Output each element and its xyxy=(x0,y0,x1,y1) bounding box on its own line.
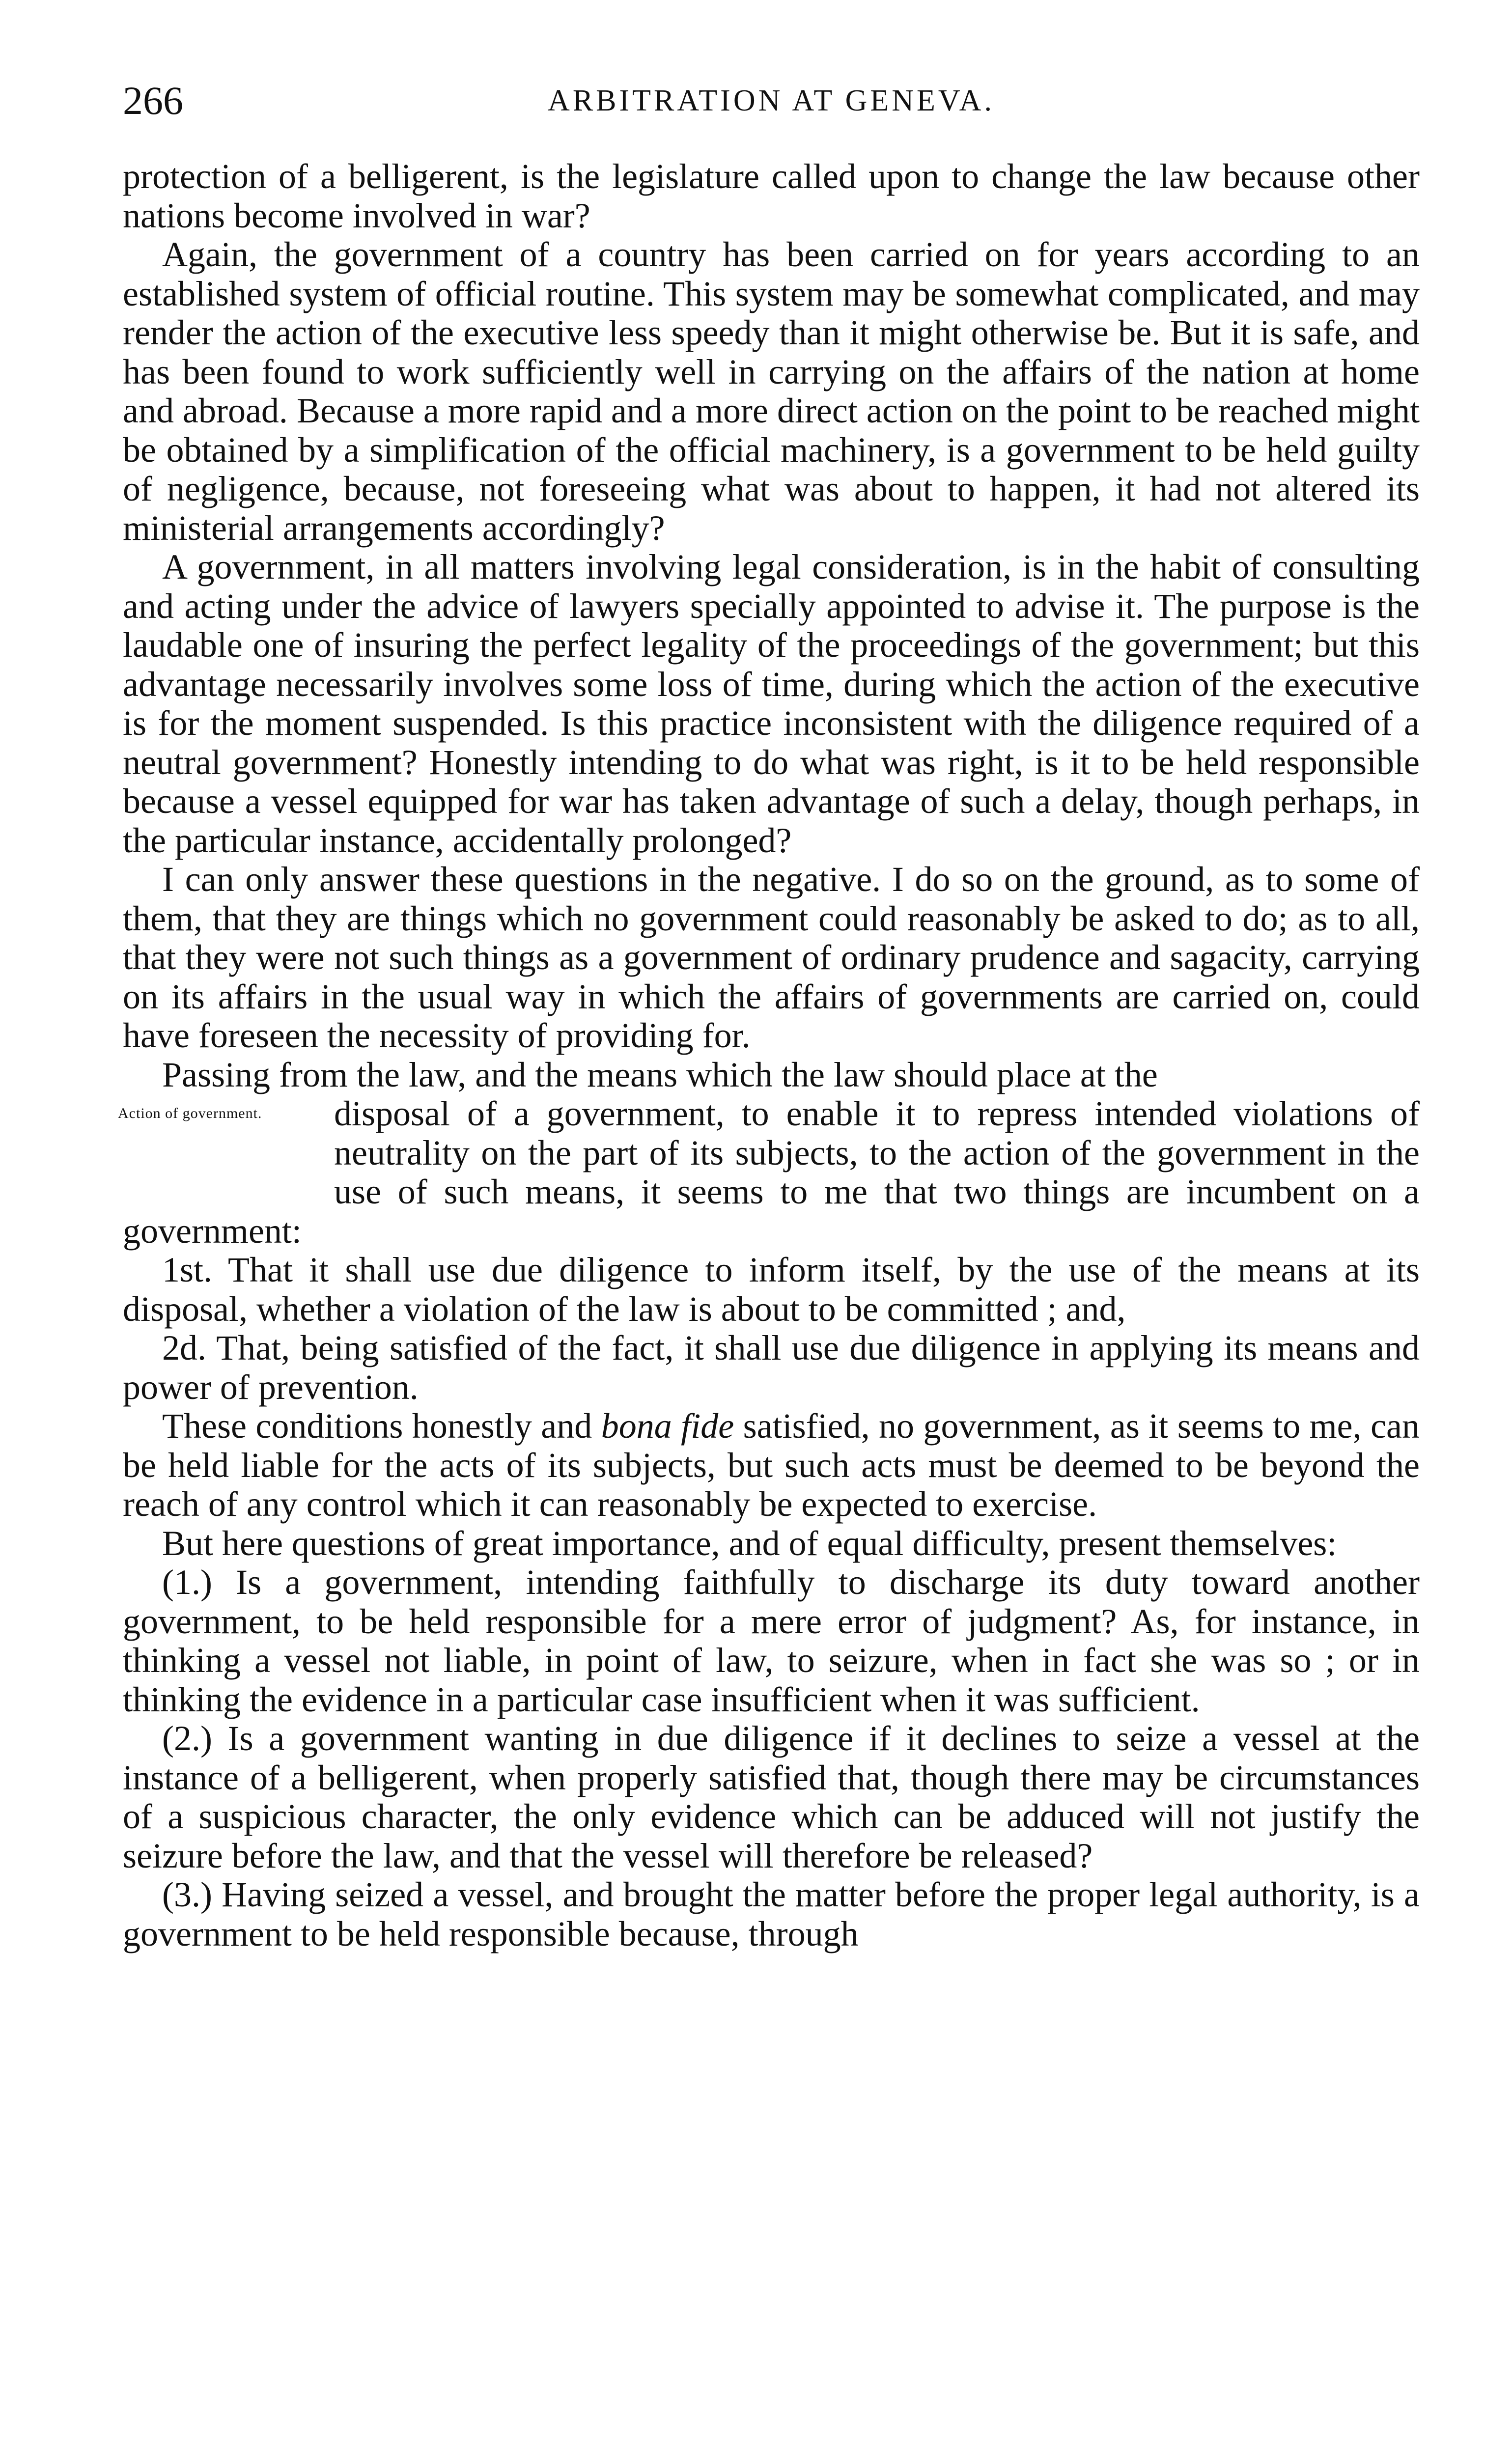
paragraph-8-after: satisfied, no government, as it seems to me, can be held liable for the acts of its subjects, but such acts must be deemed to be beyond the reach of any control which it can reasonably be expected to exercise. xyxy=(123,1406,1420,1524)
paragraph-4: I can only answer these questions in the negative. I do so on the ground, as to some of them, that they are things which no government could reasonably be asked to do; as to all, that they were not such things as a government of ordinary prudence and sagacity, carrying on its affairs in the usual way in which the affairs of governments are carried on, could have foreseen the necessity of providing for. xyxy=(123,860,1420,1055)
margin-note: Action of government. xyxy=(118,1105,262,1121)
running-title: ARBITRATION AT GENEVA. xyxy=(548,84,995,117)
paragraph-1: protection of a belligerent, is the legislature called upon to change the law because other nations become involved in war? xyxy=(123,157,1420,235)
paragraph-12: (3.) Having seized a vessel, and brought the matter before the proper legal authority, is a government to be held responsible because, through xyxy=(123,1875,1420,1954)
paragraph-9: But here questions of great importance, and of equal difficulty, present themselves: xyxy=(162,1523,1337,1563)
paragraph-2: Again, the government of a country has been carried on for years according to an established system of official routine. This system may be somewhat complicated, and may render the action of the executive less speedy than it might otherwise be. But it is safe, and has been found to work sufficiently well in carrying on the affairs of the nation at home and abroad. Because a more rapid and a more direct action on the point to be reached might be obtained by a simplification of the official machinery, is a government to be held guilty of negligence, because, not foreseeing what was about to happen, it had not altered its ministerial arrangements accordingly? xyxy=(123,235,1420,548)
body-text xyxy=(118,157,1420,1954)
paragraph-5 xyxy=(118,1055,1420,1251)
paragraph-7: 2d. That, being satisfied of the fact, it shall use due diligence in applying its means and power of prevention. xyxy=(123,1328,1420,1407)
paragraph-11: (2.) Is a government wanting in due diligence if it declines to seize a vessel at the instance of a belligerent, when properly satisfied that, though there may be circumstances of a suspicious character, the only evidence which can be adduced will not justify the seizure before the law, and that the vessel will therefore be released? xyxy=(123,1719,1420,1875)
paragraph-3: A government, in all matters involving legal consideration, is in the habit of consulting and acting under the advice of lawyers specially appointed to advise it. The purpose is the laudable one of insuring the perfect legality of the proceedings of the government; but this advantage necessarily involves some loss of time, during which the action of the executive is for the moment suspended. Is this practice inconsistent with the diligence required of a neutral government? Honestly intending to do what was right, is it to be held responsible because a vessel equipped for war has taken advantage of such a delay, though perhaps, in the particular instance, accidentally prolonged? xyxy=(123,547,1420,860)
paragraph-8 xyxy=(123,1407,1420,1524)
paragraph-5-rest: disposal of a government, to enable it to repress intended violations of neutrality on the part of its subjects, to the action of the government in the use of such means, it seems to me that two things are incumbent on a government: xyxy=(123,1094,1420,1251)
paragraph-8-before: These conditions honestly and xyxy=(162,1406,601,1446)
paragraph-10: (1.) Is a government, intending faithfully to discharge its duty toward another government, to be held responsible for a mere error of judgment? As, for instance, in thinking a vessel not liable, in point of law, to seizure, when in fact she was so ; or in thinking the evidence in a particular case insufficient when it was sufficient. xyxy=(123,1563,1420,1719)
page-header xyxy=(123,74,1420,128)
page-number: 266 xyxy=(123,78,183,123)
paragraph-8-italic: bona fide xyxy=(601,1406,734,1446)
paragraph-5-line-1: Passing from the law, and the means which the law should place at the xyxy=(162,1055,1158,1094)
margin-note-container xyxy=(118,1094,324,1173)
paragraph-6: 1st. That it shall use due diligence to inform itself, by the use of the means at its disposal, whether a violation of the law is about to be committed ; and, xyxy=(123,1250,1420,1329)
